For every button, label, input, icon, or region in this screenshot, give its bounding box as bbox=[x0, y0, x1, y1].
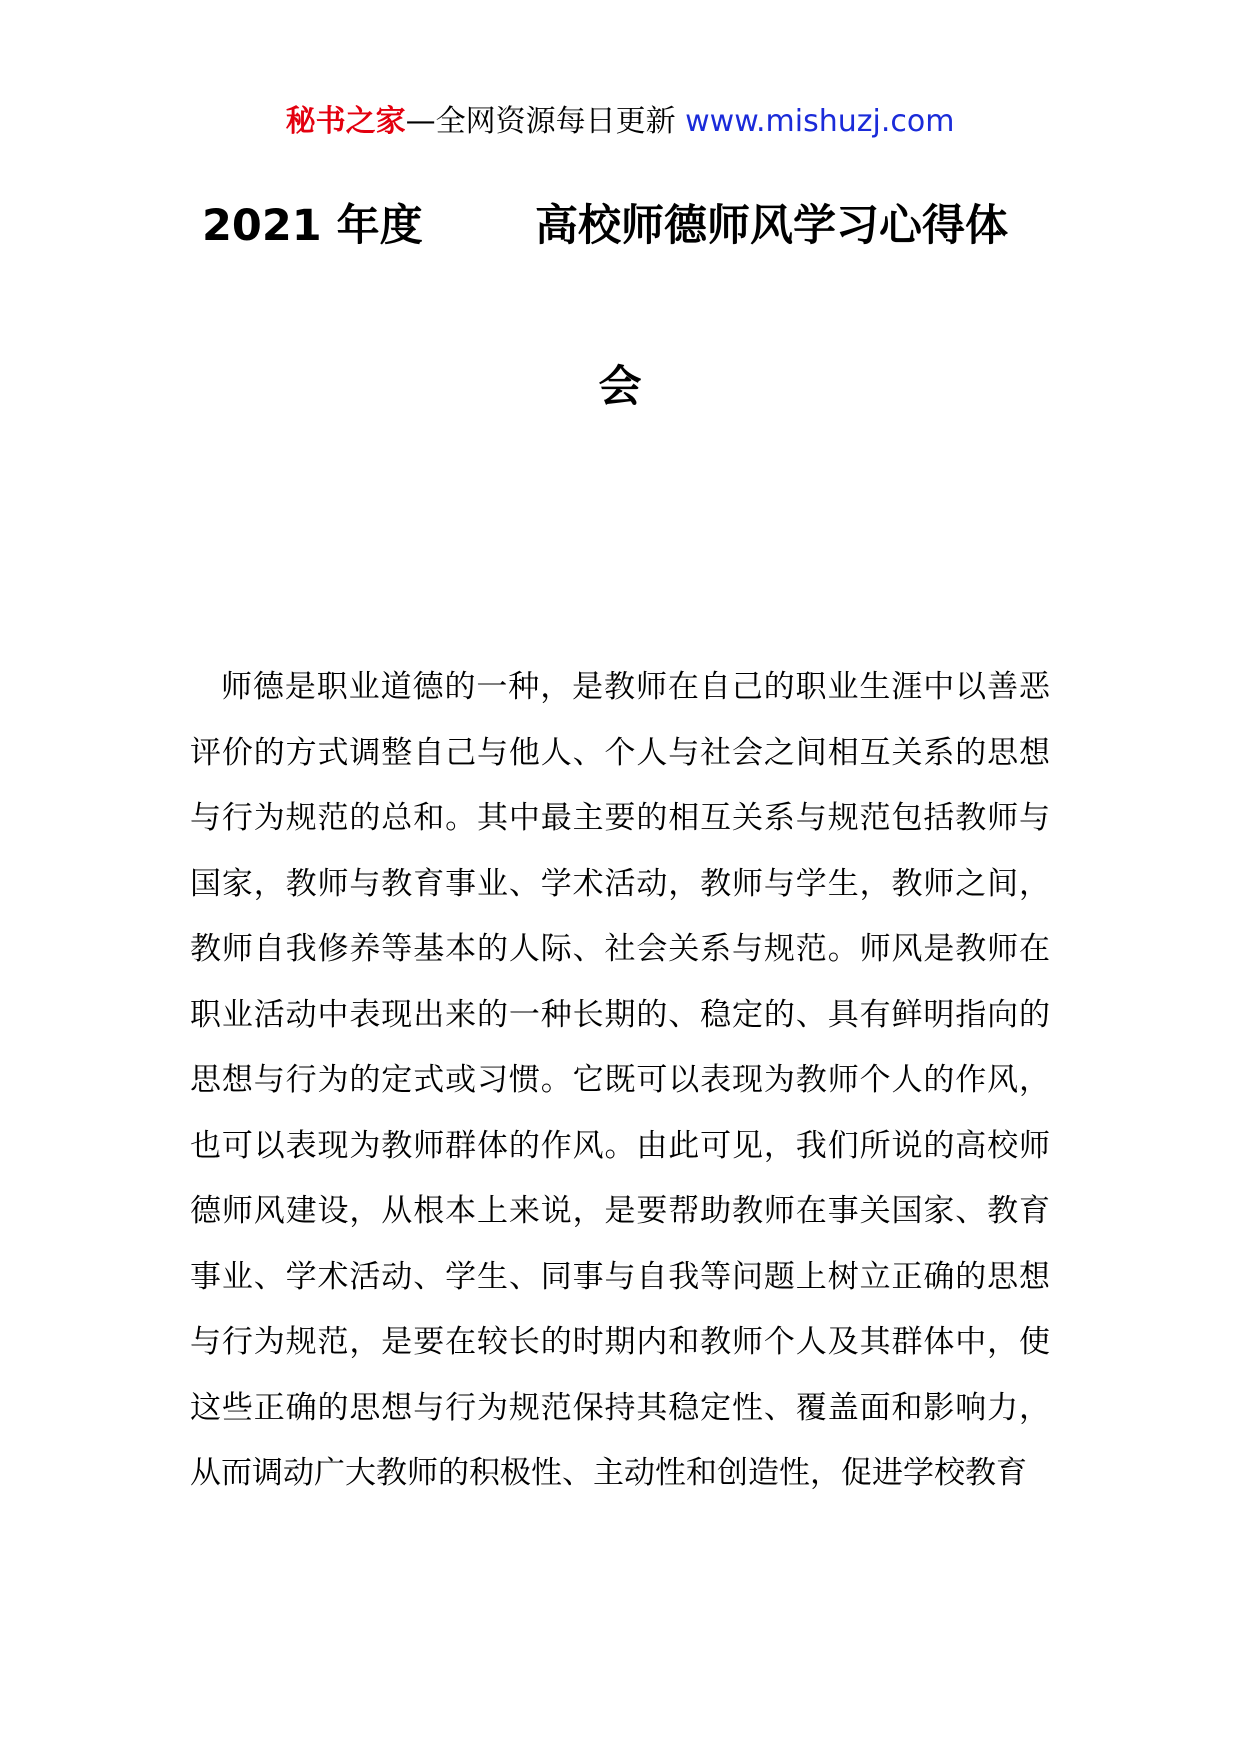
brand-name: 秘书之家 bbox=[285, 104, 406, 139]
website-link[interactable]: www.mishuzj.com bbox=[685, 104, 955, 139]
title-continuation: 会 bbox=[598, 362, 642, 412]
page-header bbox=[0, 100, 1240, 144]
title-year: 2021 年度 bbox=[202, 201, 423, 251]
body-paragraph: 师德是职业道德的一种，是教师在自己的职业生涯中以善恶评价的方式调整自己与他人、个人与社会之间相互关系的思想与行为规范的总和。其中最主要的相互关系与规范包括教师与国家，教师与教育事业、学术活动，教师与学生，教师之间，教师自我修养等基本的人际、社会关系与规范。师风是教师在职业活动中表现出来的一种长期的、稳定的、具有鲜明指向的思想与行为的定式或习惯。它既可以表现为教师个人的作风，也可以表现为教师群体的作风。由此可见，我们所说的高校师德师风建设，从根本上来说，是要帮助教师在事关国家、教育事业、学术活动、学生、同事与自我等问题上树立正确的思想与行为规范，是要在较长的时期内和教师个人及其群体中，使这些正确的思想与行为规范保持其稳定性、覆盖面和影响力，从而调动广大教师的积极性、主动性和创造性，促进学校教育 bbox=[190, 669, 1050, 1491]
header-tagline: —全网资源每日更新 bbox=[405, 104, 676, 139]
title-main: 高校师德师风学习心得体 bbox=[535, 201, 1008, 251]
